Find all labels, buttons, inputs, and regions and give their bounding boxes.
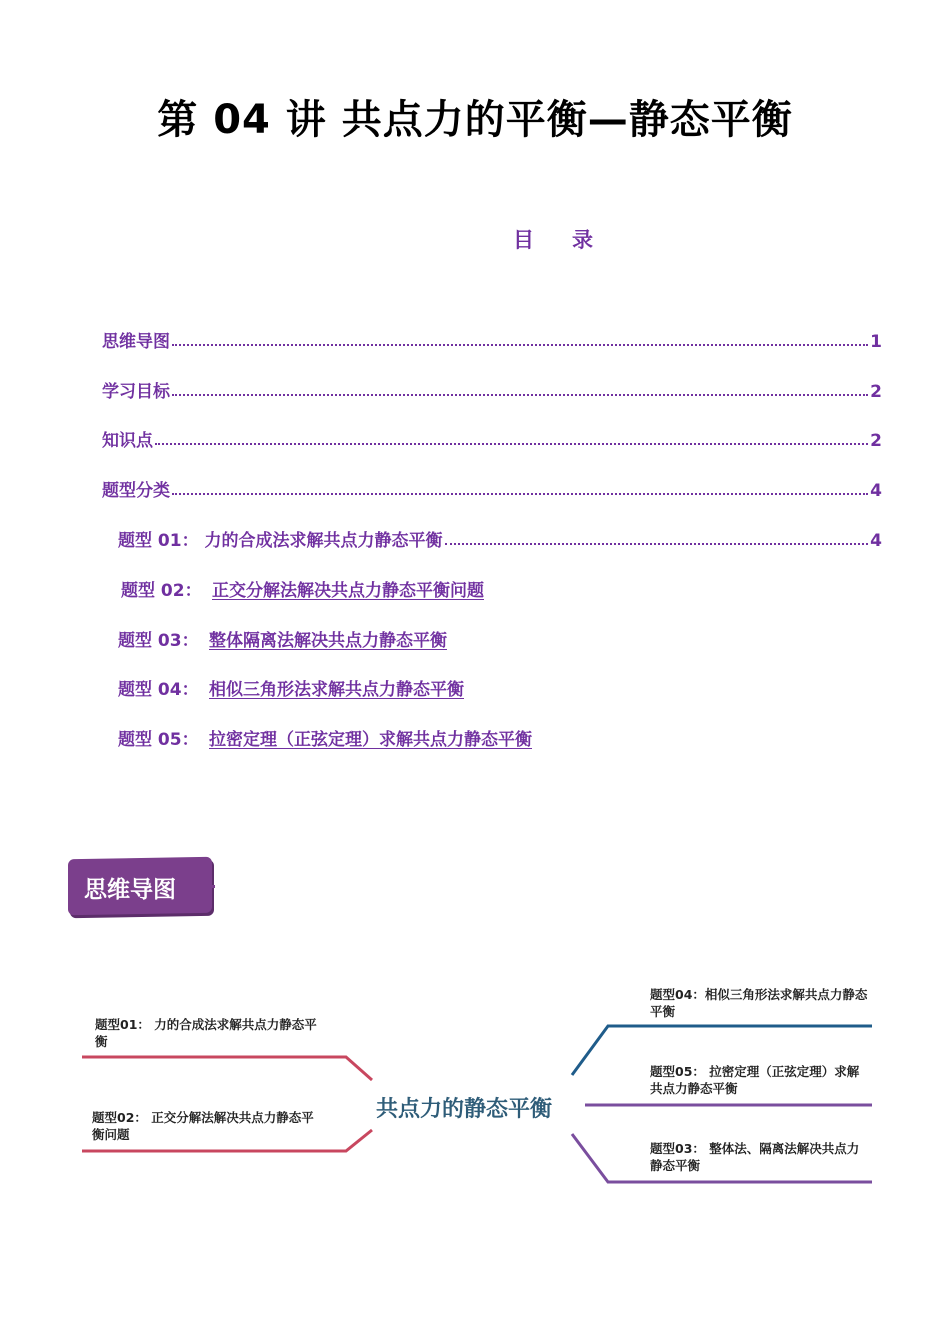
toc-entry-label: 题型分类 (102, 481, 170, 501)
toc-link-type02[interactable] (121, 575, 484, 601)
toc-link-number: 题型 03： (118, 631, 199, 651)
mindmap-center-topic: 共点力的静态平衡 (376, 1097, 553, 1122)
toc-entry-page: 4 (870, 481, 882, 501)
toc-link-text[interactable]: 相似三角形法求解共点力静态平衡 (209, 680, 464, 700)
toc-link-number: 题型 05： (118, 730, 199, 750)
toc-link-number: 题型 02： (121, 581, 202, 601)
toc-leader-dots (155, 442, 868, 445)
document-title: 第 04 讲 共点力的平衡—静态平衡 (157, 97, 793, 143)
mindmap-branch-type04: 题型04：相似三角形法求解共点力静态平衡 (650, 987, 868, 1019)
toc-leader-dots (172, 343, 868, 346)
mindmap-branch-type01: 题型01： 力的合成法求解共点力静态平衡 (95, 1017, 317, 1049)
toc-entry-label: 知识点 (102, 431, 153, 451)
section-banner-title: 思维导图 (84, 877, 176, 903)
mindmap-branch-type05: 题型05： 拉密定理（正弦定理）求解共点力静态平衡 (650, 1064, 860, 1096)
toc-link-number: 题型 04： (118, 680, 199, 700)
mindmap-branch-type02: 题型02： 正交分解法解决共点力静态平衡问题 (92, 1110, 314, 1142)
toc-entry-knowledge[interactable] (102, 425, 882, 451)
toc-entry-mindmap[interactable] (102, 326, 882, 352)
toc-entry-type01[interactable] (118, 525, 882, 551)
toc-link-type04[interactable] (118, 674, 464, 700)
section-banner (68, 858, 213, 916)
toc-heading-left: 目 (513, 228, 534, 252)
toc-leader-dots (172, 492, 868, 495)
toc-entry-label: 思维导图 (102, 332, 170, 352)
toc-link-text[interactable]: 正交分解法解决共点力静态平衡问题 (212, 581, 484, 601)
toc-entry-goals[interactable] (102, 376, 882, 402)
toc-link-type05[interactable] (118, 724, 532, 750)
toc-entry-page: 2 (870, 431, 882, 451)
mindmap-branch-type03: 题型03： 整体法、隔离法解决共点力静态平衡 (650, 1141, 860, 1173)
toc-entry-types[interactable] (102, 475, 882, 501)
toc-heading-right: 录 (572, 228, 593, 252)
toc-leader-dots (172, 393, 868, 396)
toc-link-text[interactable]: 拉密定理（正弦定理）求解共点力静态平衡 (209, 730, 532, 750)
toc-entry-page: 4 (870, 531, 882, 551)
toc-leader-dots (445, 542, 869, 545)
toc-entry-label: 题型 01： 力的合成法求解共点力静态平衡 (118, 531, 443, 551)
toc-link-type03[interactable] (118, 625, 447, 651)
branch-line-type01 (82, 1057, 372, 1080)
toc-entry-label: 学习目标 (102, 382, 170, 402)
banner-tick-mark (209, 885, 215, 888)
toc-link-text[interactable]: 整体隔离法解决共点力静态平衡 (209, 631, 447, 651)
toc-heading (513, 224, 593, 254)
toc-entry-page: 1 (870, 332, 882, 352)
toc-entry-page: 2 (870, 382, 882, 402)
